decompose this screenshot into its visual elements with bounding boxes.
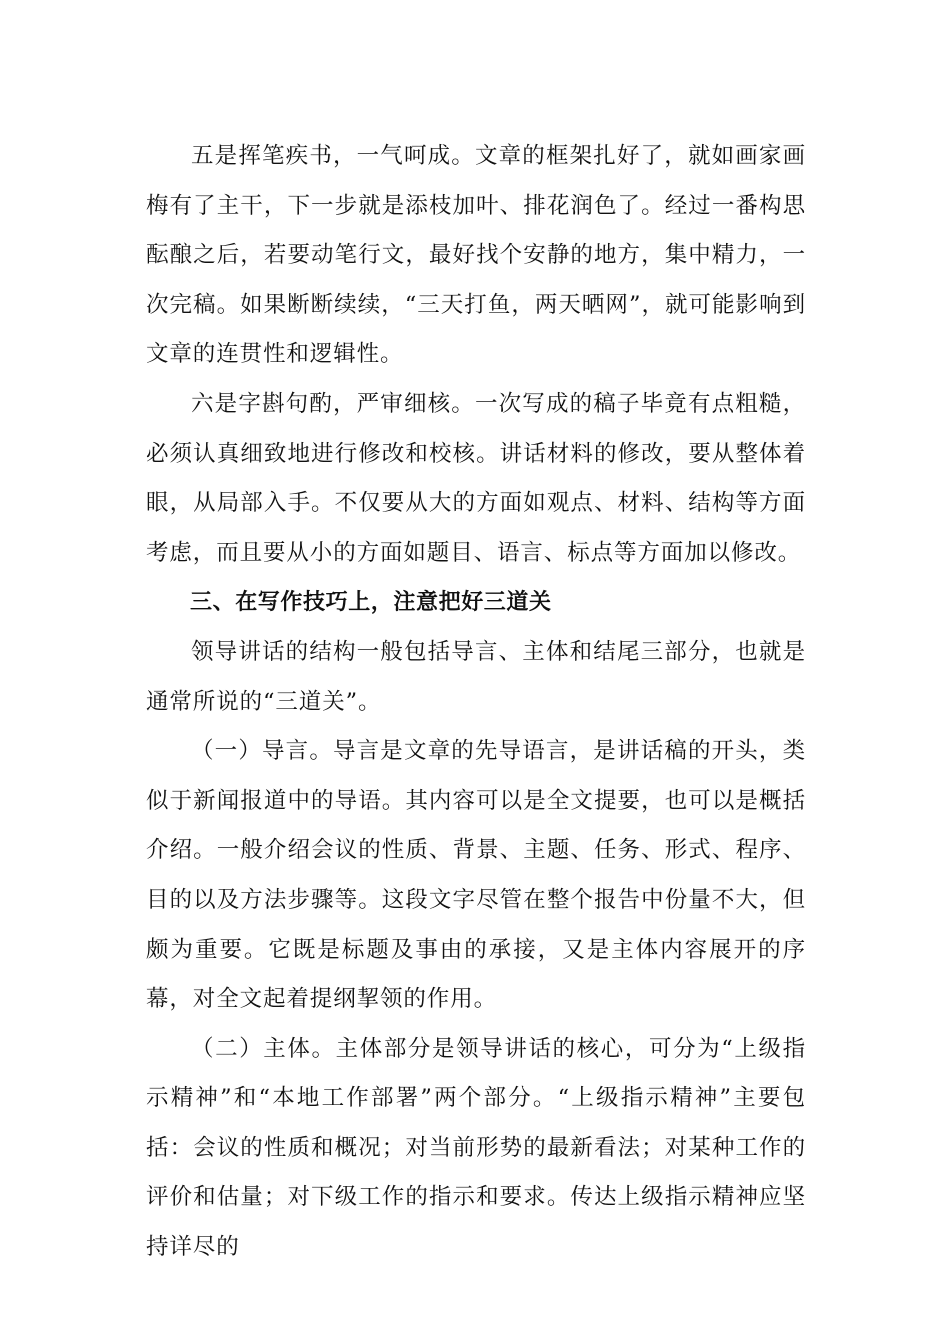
paragraph-writing-step-six: 六是字斟句酌，严审细核。一次写成的稿子毕竟有点粗糙，必须认真细致地进行修改和校核。讲话材料的修改，要从整体着眼，从局部入手。不仅要从大的方面如观点、材料、结构等方面考虑，而且要从小的方面如题目、语言、标点等方面加以修改。 [146,390,806,566]
section-heading-three: 三、在写作技巧上，注意把好三道关 [190,590,552,616]
document-body [146,132,806,1273]
paragraph-writing-step-five: 五是挥笔疾书，一气呵成。文章的框架扎好了，就如画家画梅有了主干，下一步就是添枝加叶、排花润色了。经过一番构思酝酿之后，若要动笔行文，最好找个安静的地方，集中精力，一次完稿。如果断断续续，“三天打鱼，两天晒网”，就可能影响到文章的连贯性和逻辑性。 [146,143,806,368]
paragraph-structure-intro: 领导讲话的结构一般包括导言、主体和结尾三部分，也就是通常所说的“三道关”。 [146,638,806,715]
paragraph-introduction: （一）导言。导言是文章的先导语言，是讲话稿的开头，类似于新闻报道中的导语。其内容可以是全文提要，也可以是概括介绍。一般介绍会议的性质、背景、主题、任务、形式、程序、目的以及方法步骤等。这段文字尽管在整个报告中份量不大，但颇为重要。它既是标题及事由的承接，又是主体内容展开的序幕，对全文起着提纲挈领的作用。 [146,738,806,1013]
paragraph-main-body: （二）主体。主体部分是领导讲话的核心，可分为“上级指示精神”和“本地工作部署”两个部分。“上级指示精神”主要包括：会议的性质和概况；对当前形势的最新看法；对某种工作的评价和估量；对下级工作的指示和要求。传达上级指示精神应坚持详尽的 [146,1035,806,1261]
